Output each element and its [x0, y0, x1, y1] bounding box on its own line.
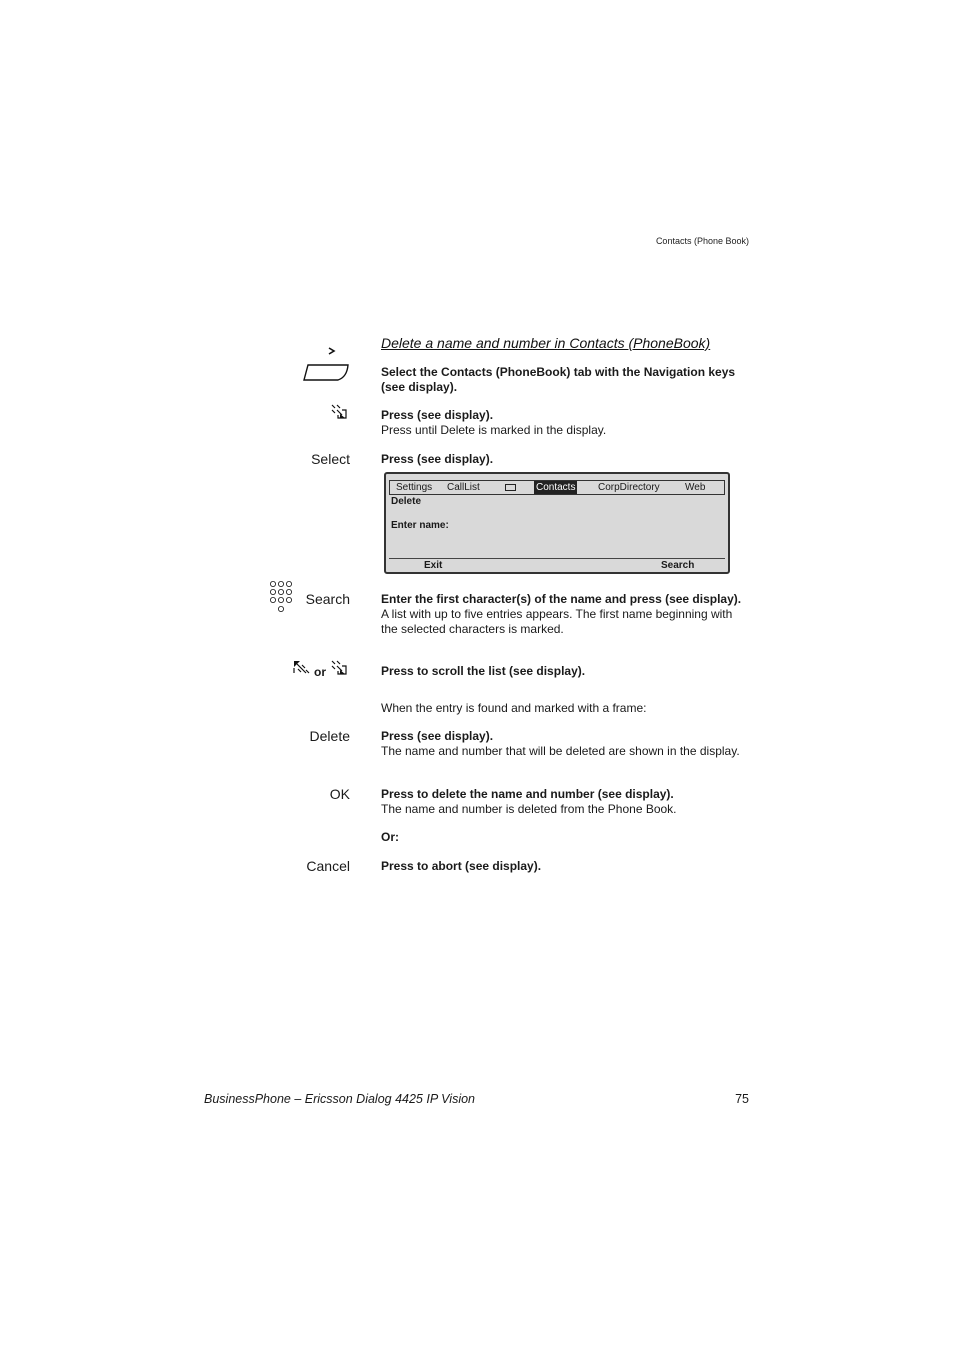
tab-corpdirectory[interactable]: CorpDirectory [598, 482, 660, 493]
keypad-icon [268, 580, 296, 621]
step-note: Press until Delete is marked in the display. [381, 423, 607, 437]
step-scroll [381, 664, 751, 679]
nav-up-icon [292, 659, 312, 682]
message-icon [505, 484, 516, 491]
tab-settings[interactable]: Settings [396, 482, 433, 493]
display-line-enter-name: Enter name: [391, 520, 449, 531]
step-instruction: Press to abort (see display). [381, 859, 542, 873]
cancel-softkey-label[interactable]: Cancel [306, 858, 350, 874]
step-instruction: Press (see display). [381, 408, 494, 422]
step-select-tab [381, 365, 751, 395]
tab-calllist[interactable]: CallList [447, 482, 480, 493]
step-instruction: Press (see display). [381, 729, 494, 743]
nav-down-icon [330, 403, 350, 426]
step-enter-name [381, 592, 751, 637]
nav-down-icon [330, 659, 350, 682]
select-softkey-label[interactable]: Select [311, 451, 350, 467]
step-or [381, 830, 751, 845]
step-found [381, 701, 751, 716]
step-note: The name and number that will be deleted are shown in the display. [381, 744, 740, 758]
search-softkey-label[interactable]: Search [305, 591, 350, 607]
step-instruction: Select the Contacts (PhoneBook) tab with the Navigation keys (see display). [381, 365, 736, 394]
step-instruction: Press (see display). [381, 452, 494, 466]
step-instruction: Press to scroll the list (see display). [381, 664, 586, 678]
phone-display [384, 472, 730, 574]
softkey-arrow-icon [300, 345, 352, 390]
tab-contacts[interactable]: Contacts [536, 482, 576, 493]
softkey-exit[interactable]: Exit [424, 560, 443, 571]
display-tab-bar [389, 480, 725, 495]
page-number: 75 [735, 1092, 749, 1106]
or-text: or [314, 665, 326, 679]
step-select [381, 452, 751, 467]
softkey-search[interactable]: Search [661, 560, 695, 571]
display-line-delete: Delete [391, 496, 422, 507]
step-instruction: Or: [381, 830, 399, 844]
step-note: When the entry is found and marked with a frame: [381, 701, 647, 715]
ok-softkey-label[interactable]: OK [329, 786, 350, 802]
tab-web[interactable]: Web [685, 482, 706, 493]
step-instruction: Press to delete the name and number (see display). [381, 787, 674, 801]
footer-title: BusinessPhone – Ericsson Dialog 4425 IP Vision [204, 1092, 475, 1106]
step-cancel [381, 859, 751, 874]
softkey-divider [389, 558, 725, 559]
step-delete [381, 729, 751, 759]
step-ok [381, 787, 751, 817]
step-note: The name and number is deleted from the Phone Book. [381, 802, 677, 816]
delete-softkey-label[interactable]: Delete [309, 728, 350, 744]
running-header: Contacts (Phone Book) [655, 236, 749, 246]
step-instruction: Enter the first character(s) of the name and press (see display). [381, 592, 742, 606]
section-title: Delete a name and number in Contacts (PhoneBook) [381, 335, 711, 351]
step-press-nav [381, 408, 751, 438]
step-note: A list with up to five entries appears. The first name beginning with the selected characters is marked. [381, 607, 733, 636]
